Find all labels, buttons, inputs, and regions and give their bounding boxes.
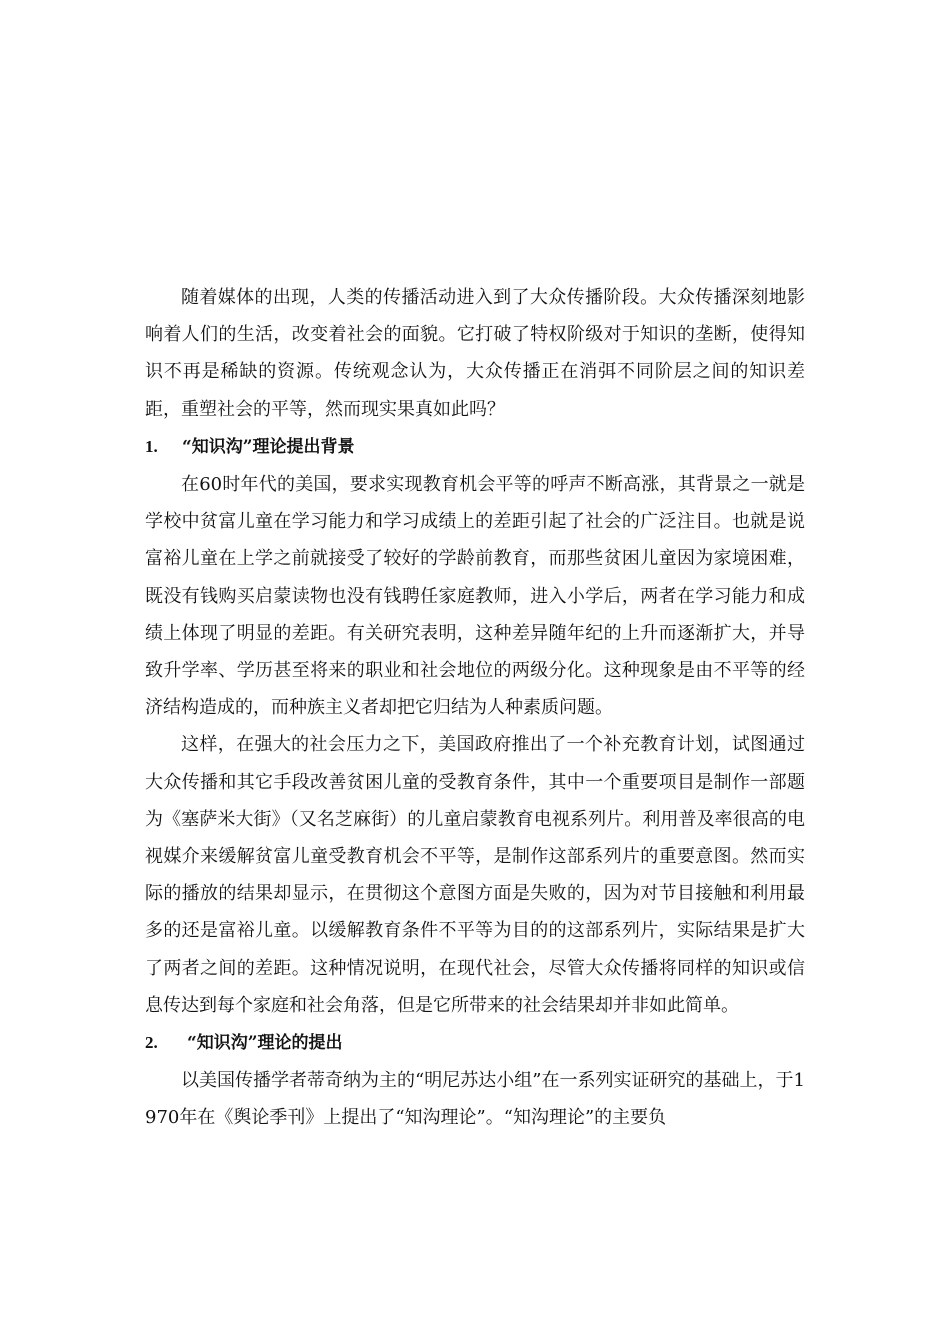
section-heading-2 [145, 1024, 805, 1062]
section-title-2: “知识沟”理论的提出 [187, 1033, 343, 1054]
paragraph-background-1: 在60时年代的美国，要求实现教育机会平等的呼声不断高涨，其背景之一就是学校中贫富儿童在学习能力和学习成绩上的差距引起了社会的广泛注目。也就是说富裕儿童在上学之前就接受了较好的学龄前教育，而那些贫困儿童因为家境困难，既没有钱购买启蒙读物也没有钱聘任家庭教师，进入小学后，两者在学习能力和成绩上体现了明显的差距。有关研究表明，这种差异随年纪的上升而逐渐扩大，并导致升学率、学历甚至将来的职业和社会地位的两级分化。这种现象是由不平等的经济结构造成的，而种族主义者却把它归结为人种素质问题。 [145, 474, 805, 719]
section-number-2: 2. [145, 1033, 158, 1053]
section-title-1: “知识沟”理论提出背景 [182, 436, 355, 457]
paragraph-intro: 随着媒体的出现，人类的传播活动进入到了大众传播阶段。大众传播深刻地影响着人们的生活，改变着社会的面貌。它打破了特权阶级对于知识的垄断，使得知识不再是稀缺的资源。传统观念认为，大众传播正在消弭不同阶层之间的知识差距，重塑社会的平等，然而现实果真如此吗？ [145, 287, 805, 420]
document-body [145, 279, 805, 1137]
section-heading-1 [145, 428, 805, 466]
section-number-1: 1. [145, 436, 158, 456]
paragraph-background-2: 这样，在强大的社会压力之下，美国政府推出了一个补充教育计划，试图通过大众传播和其它手段改善贫困儿童的受教育条件，其中一个重要项目是制作一部题为《塞萨米大街》（又名芝麻街）的儿童启蒙教育电视系列片。利用普及率很高的电视媒介来缓解贫富儿童受教育机会不平等，是制作这部系列片的重要意图。然而实际的播放的结果却显示，在贯彻这个意图方面是失败的，因为对节目接触和利用最多的还是富裕儿童。以缓解教育条件不平等为目的的这部系列片，实际结果是扩大了两者之间的差距。这种情况说明，在现代社会，尽管大众传播将同样的知识或信息传达到每个家庭和社会角落，但是它所带来的社会结果却并非如此简单。 [145, 734, 805, 1016]
paragraph-proposal-1: 以美国传播学者蒂奇纳为主的“明尼苏达小组”在一系列实证研究的基础上，于1970年在《舆论季刊》上提出了“知沟理论”。“知沟理论”的主要负 [145, 1070, 805, 1129]
